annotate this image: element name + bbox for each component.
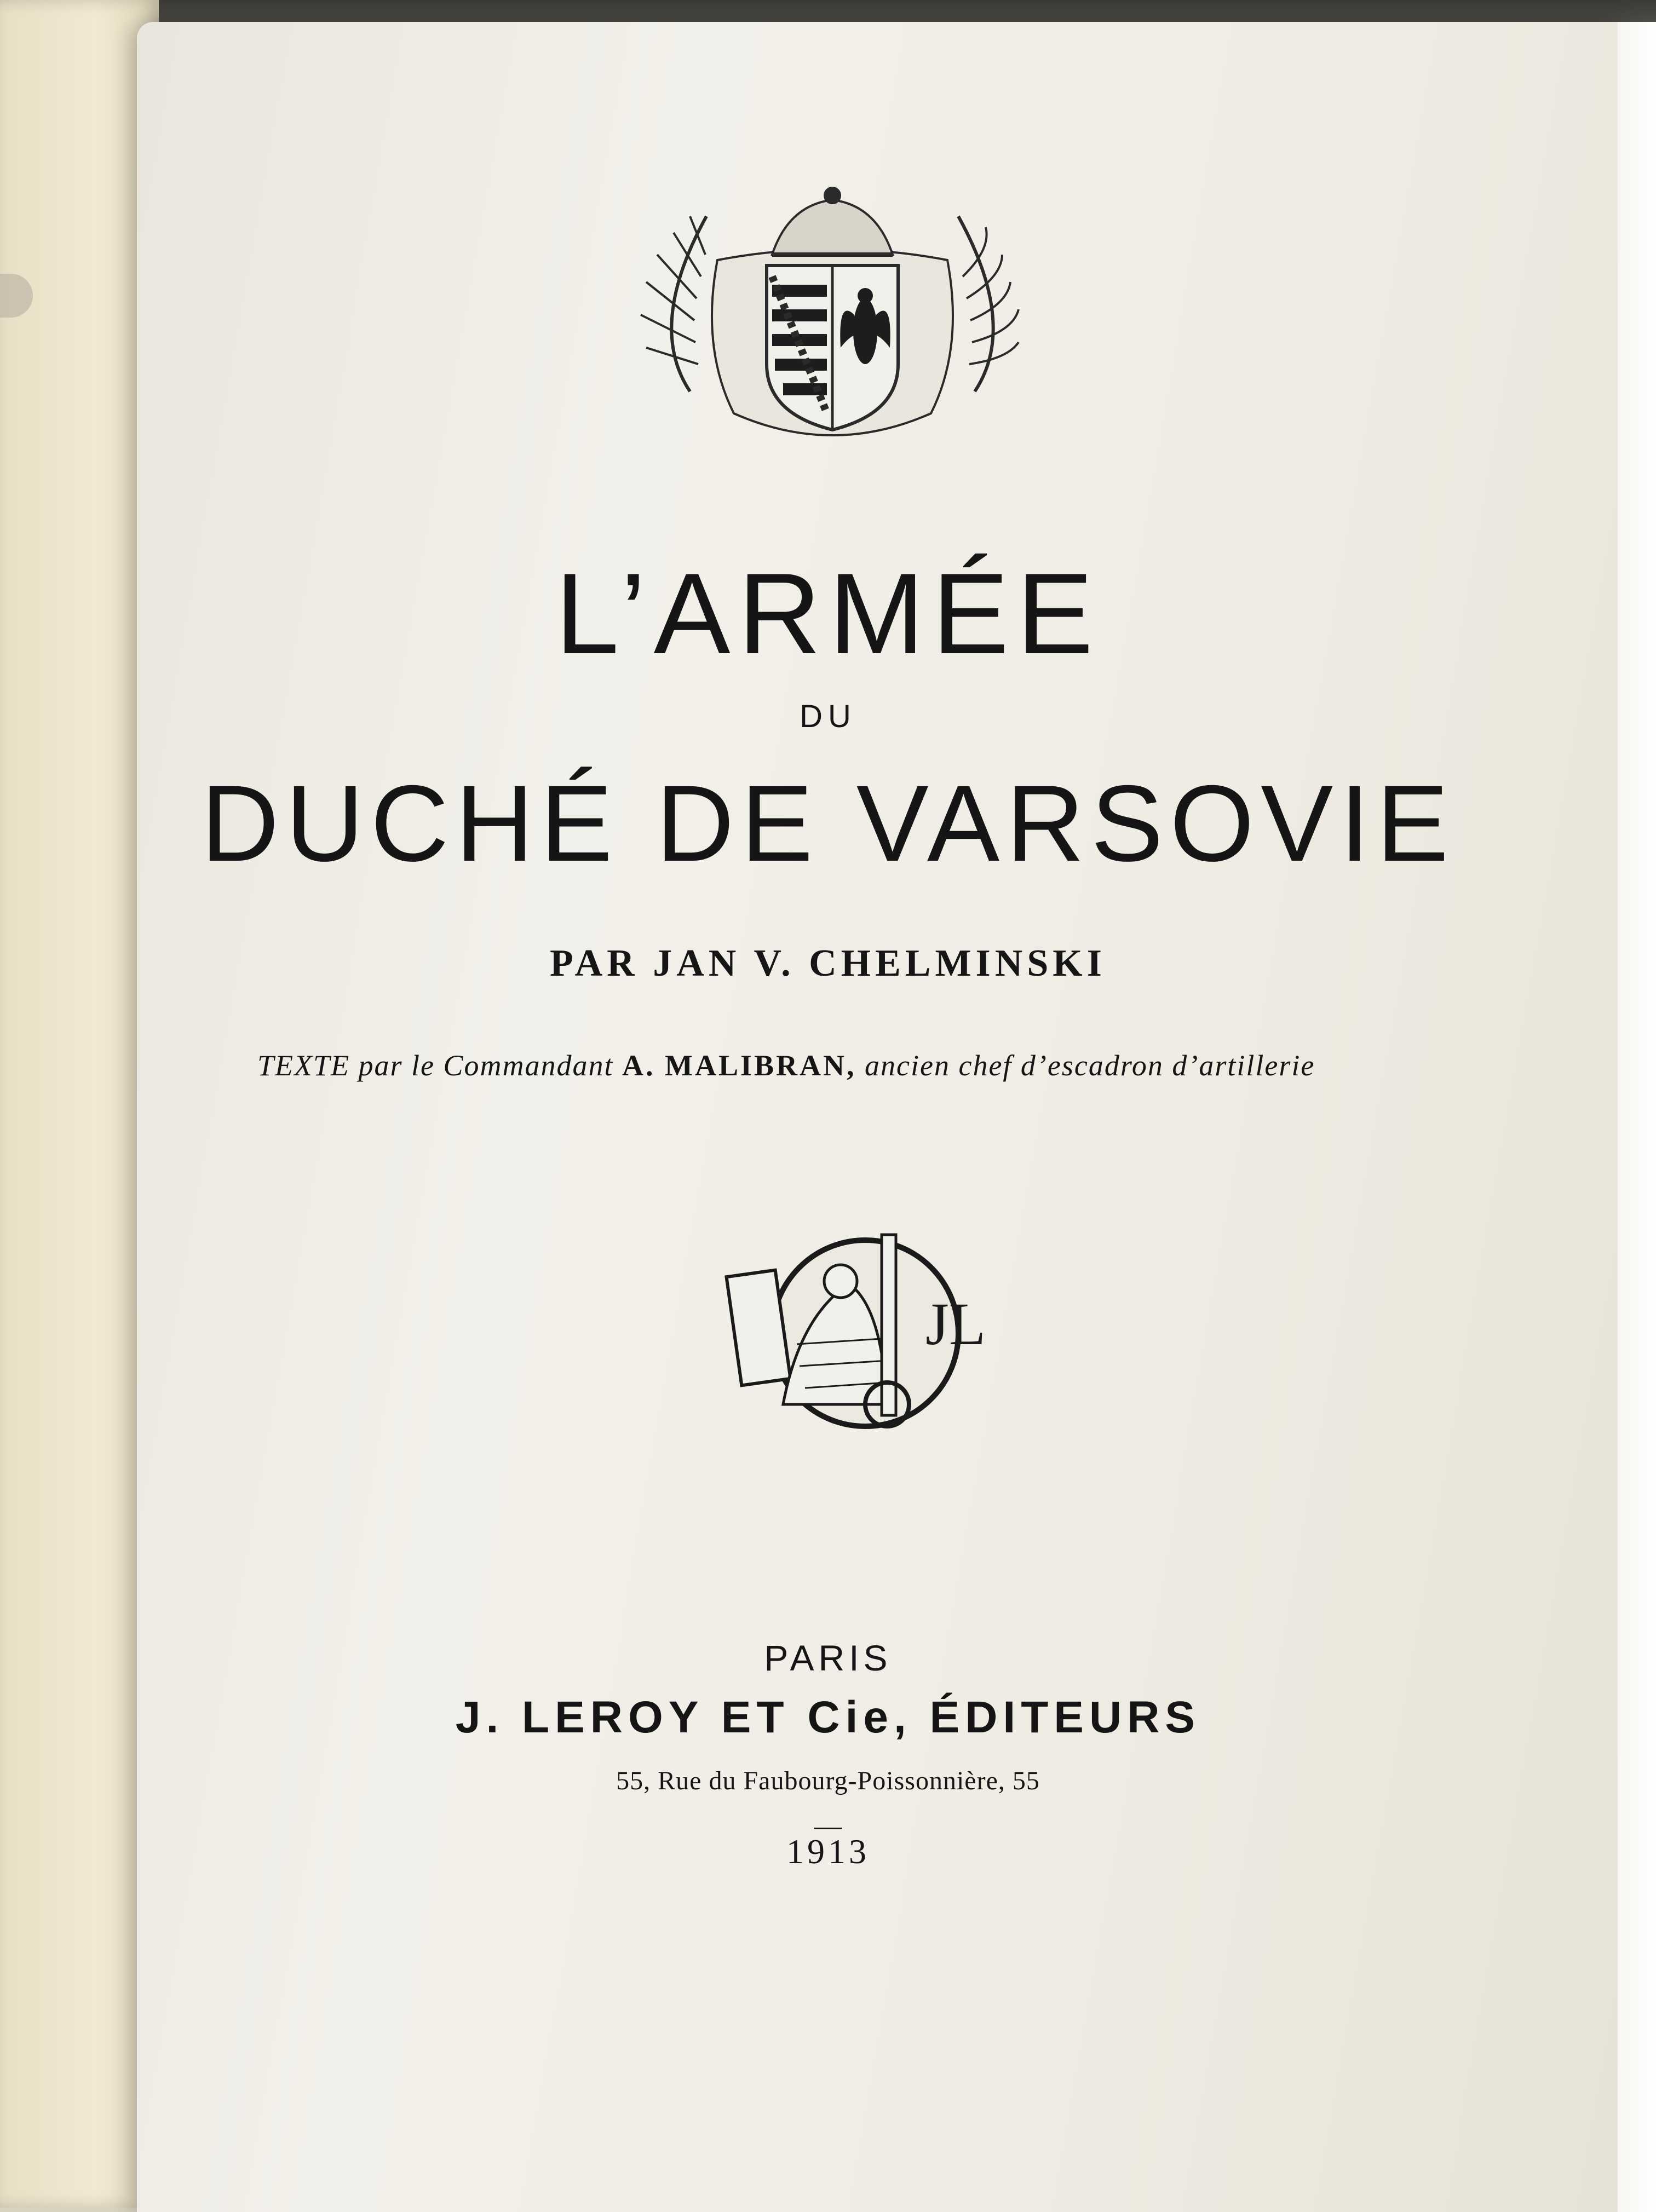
bleed-through-mark [0,274,33,318]
imprint-publisher: J. LEROY ET Cie, ÉDITEURS [455,1692,1201,1742]
imprint-address: 55, Rue du Faubourg-Poissonnière, 55 [616,1766,1040,1795]
credit-suffix: ancien chef d’escadron d’artillerie [865,1049,1315,1082]
text-credit [257,1049,1462,1082]
author-line: PAR JAN V. CHELMINSKI [550,942,1106,984]
book-title: L’ARMÉE [555,549,1101,678]
page-edge [1618,22,1656,2212]
device-monogram: JL [925,1291,986,1357]
book-subtitle: DUCHÉ DE VARSOVIE [200,763,1456,884]
coat-of-arms-icon [624,183,1040,457]
credit-name: A. MALIBRAN, [622,1049,856,1082]
previous-page [0,0,159,2208]
title-connector: DU [800,699,856,734]
imprint-city: PARIS [764,1638,892,1678]
credit-prefix: TEXTE par le Commandant [257,1049,614,1082]
imprint-year: 1913 [786,1832,870,1871]
publisher-device-icon [723,1224,986,1443]
imprint-separator: — [814,1810,842,1841]
